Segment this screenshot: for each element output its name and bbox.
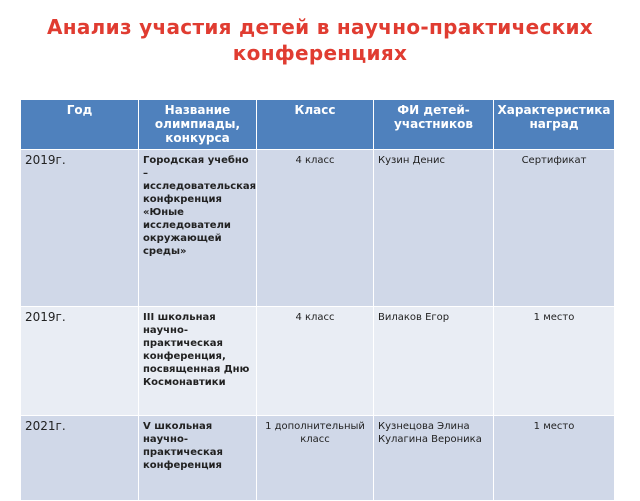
cell-year: 2019г. <box>21 150 139 307</box>
cell-name: III школьная научно-практическая конференция, посвященная Дню Космонавтики <box>139 307 257 416</box>
page-title: Анализ участия детей в научно-практических конференциях <box>46 15 594 65</box>
header-class: Класс <box>257 100 374 150</box>
header-name: Название олимпиады, конкурса <box>139 100 257 150</box>
cell-class: 4 класс <box>257 307 374 416</box>
table-row <box>21 150 615 307</box>
conferences-table <box>20 99 615 501</box>
cell-fio: Кузнецова Элина Кулагина Вероника <box>374 416 494 501</box>
cell-award: Сертификат <box>494 150 615 307</box>
table-row <box>21 307 615 416</box>
cell-class: 1 дополнительный класс <box>257 416 374 501</box>
header-award: Характеристика наград <box>494 100 615 150</box>
cell-class: 4 класс <box>257 150 374 307</box>
cell-award: 1 место <box>494 416 615 501</box>
table-header-row <box>21 100 615 150</box>
cell-fio: Вилаков Егор <box>374 307 494 416</box>
header-year: Год <box>21 100 139 150</box>
cell-year: 2019г. <box>21 307 139 416</box>
cell-award: 1 место <box>494 307 615 416</box>
cell-name: V школьная научно-практическая конференция <box>139 416 257 501</box>
cell-year: 2021г. <box>21 416 139 501</box>
cell-fio: Кузин Денис <box>374 150 494 307</box>
header-fio: ФИ детей-участников <box>374 100 494 150</box>
table-row <box>21 416 615 501</box>
cell-name: Городская учебно – исследовательская конфкренция «Юные исследователи окружающей среды» <box>139 150 257 307</box>
